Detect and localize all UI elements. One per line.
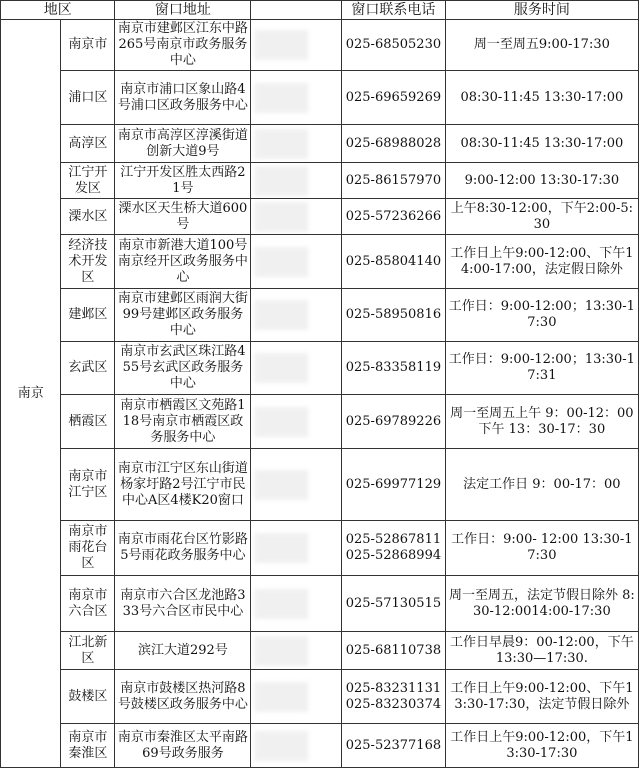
blurred-cell <box>251 20 342 71</box>
redacted-block <box>255 30 309 60</box>
redacted-block <box>255 129 309 159</box>
hours-cell: 工作日：9:00-12:00；13:30-17:30 <box>445 289 638 342</box>
redacted-block <box>255 470 309 500</box>
hours-cell: 08:30-11:45 13:30-17:00 <box>445 71 638 125</box>
address-cell: 溧水区天生桥大道600号 <box>115 199 251 235</box>
blurred-cell <box>251 342 342 395</box>
address-cell: 南京市秦淮区太平南路69号政务服务 <box>115 724 251 768</box>
district-cell: 溧水区 <box>61 199 115 235</box>
table-row <box>1 449 639 521</box>
blurred-cell <box>251 395 342 449</box>
table-header-row <box>1 1 639 20</box>
table-row <box>1 632 639 670</box>
header-phone: 窗口联系电话 <box>342 1 446 20</box>
hours-cell: 9:00-12:00 13:30-17:30 <box>445 163 638 199</box>
address-cell: 南京市浦口区象山路4号浦口区政务服务中心 <box>115 71 251 125</box>
blurred-cell <box>251 163 342 199</box>
blurred-cell <box>251 576 342 632</box>
blurred-cell <box>251 670 342 724</box>
table-row <box>1 724 639 768</box>
hours-cell: 工作日：9:00- 12:00 13:30-17:30 <box>445 521 638 576</box>
phone-cell: 025-68988028 <box>342 125 446 163</box>
phone-cell: 025-52867811 025-52868994 <box>342 521 446 576</box>
redacted-block <box>255 589 309 619</box>
redacted-block <box>255 166 309 196</box>
hours-cell: 周一至周五9:00-17:30 <box>445 20 638 71</box>
address-cell: 滨江大道292号 <box>115 632 251 670</box>
district-cell: 南京市江宁区 <box>61 449 115 521</box>
blurred-cell <box>251 289 342 342</box>
phone-cell: 025-86157970 <box>342 163 446 199</box>
hours-cell: 工作日上午9:00-12:00、下午13:30-17:30，法定节假日除外 <box>445 670 638 724</box>
phone-cell: 025-83231131 025-83230374 <box>342 670 446 724</box>
redacted-block <box>255 636 309 666</box>
address-cell: 南京市雨花台区竹影路5号雨花政务服务中心 <box>115 521 251 576</box>
district-cell: 江宁开发区 <box>61 163 115 199</box>
table-row <box>1 342 639 395</box>
table-row <box>1 20 639 71</box>
phone-cell: 025-83358119 <box>342 342 446 395</box>
redacted-block <box>255 247 309 277</box>
district-cell: 南京市六合区 <box>61 576 115 632</box>
blurred-cell <box>251 724 342 768</box>
blurred-cell <box>251 449 342 521</box>
address-cell: 南京市建邺区江东中路265号南京市政务服务中心 <box>115 20 251 71</box>
blurred-cell <box>251 521 342 576</box>
redacted-block <box>255 300 309 330</box>
district-cell: 浦口区 <box>61 71 115 125</box>
hours-cell: 工作日早晨9：00-12:00，下午13:30—17:30. <box>445 632 638 670</box>
phone-cell: 025-57236266 <box>342 199 446 235</box>
address-cell: 南京市玄武区珠江路455号玄武区政务服务中心 <box>115 342 251 395</box>
region-cell: 南京 <box>1 20 61 768</box>
table-row <box>1 235 639 289</box>
phone-cell: 025-52377168 <box>342 724 446 768</box>
district-cell: 玄武区 <box>61 342 115 395</box>
table-row <box>1 395 639 449</box>
hours-cell: 上午8:30-12:00，下午2:00-5:30 <box>445 199 638 235</box>
hours-cell: 周一至周五上午 9：00-12：00下午 13：30-17：30 <box>445 395 638 449</box>
phone-cell: 025-85804140 <box>342 235 446 289</box>
blurred-cell <box>251 71 342 125</box>
blurred-cell <box>251 632 342 670</box>
district-cell: 建邺区 <box>61 289 115 342</box>
table-row <box>1 289 639 342</box>
district-cell: 经济技术开发区 <box>61 235 115 289</box>
address-cell: 江宁开发区胜太西路21号 <box>115 163 251 199</box>
address-cell: 南京市新港大道100号南京经开区政务服务中心 <box>115 235 251 289</box>
phone-cell: 025-68505230 <box>342 20 446 71</box>
table-body <box>1 20 639 768</box>
blurred-cell <box>251 199 342 235</box>
phone-cell: 025-69659269 <box>342 71 446 125</box>
district-cell: 栖霞区 <box>61 395 115 449</box>
hours-cell: 工作日：9:00-12:00；13:30-17:31 <box>445 342 638 395</box>
hours-cell: 周一至周五，法定节假日除外 8:30-12:0014:00-17:30 <box>445 576 638 632</box>
redacted-block <box>255 682 309 712</box>
hours-cell: 08:30-11:45 13:30-17:00 <box>445 125 638 163</box>
redacted-block <box>255 533 309 563</box>
table-row <box>1 163 639 199</box>
redacted-block <box>255 407 309 437</box>
redacted-block <box>255 731 309 761</box>
table-row <box>1 125 639 163</box>
district-cell: 南京市 <box>61 20 115 71</box>
district-cell: 南京市秦淮区 <box>61 724 115 768</box>
phone-cell: 025-69977129 <box>342 449 446 521</box>
address-cell: 南京市鼓楼区热河路8号鼓楼区政务服务中心 <box>115 670 251 724</box>
address-cell: 南京市六合区龙池路333号六合区市民中心 <box>115 576 251 632</box>
district-cell: 鼓楼区 <box>61 670 115 724</box>
district-cell: 高淳区 <box>61 125 115 163</box>
header-address: 窗口地址 <box>115 1 251 20</box>
header-region: 地区 <box>1 1 115 20</box>
table-row <box>1 576 639 632</box>
address-cell: 南京市高淳区淳溪街道创新大道9号 <box>115 125 251 163</box>
redacted-block <box>255 83 309 113</box>
address-cell: 南京市建邺区雨润大街99号建邺区政务服务中心 <box>115 289 251 342</box>
phone-cell: 025-57130515 <box>342 576 446 632</box>
redacted-block <box>255 202 309 232</box>
table-row <box>1 71 639 125</box>
header-hours: 服务时间 <box>445 1 638 20</box>
hours-cell: 工作日上午9:00-12:00、下午14:00-17:00，法定假日除外 <box>445 235 638 289</box>
table-row <box>1 521 639 576</box>
hours-cell: 法定工作日 9：00-17：00 <box>445 449 638 521</box>
district-cell: 江北新区 <box>61 632 115 670</box>
redacted-block <box>255 353 309 383</box>
phone-cell: 025-69789226 <box>342 395 446 449</box>
header-blurred <box>251 1 342 20</box>
blurred-cell <box>251 125 342 163</box>
phone-cell: 025-68110738 <box>342 632 446 670</box>
table-row <box>1 199 639 235</box>
blurred-cell <box>251 235 342 289</box>
address-cell: 南京市江宁区东山街道杨家圩路2号江宁市民中心A区4楼K20窗口 <box>115 449 251 521</box>
table-row <box>1 670 639 724</box>
district-cell: 南京市雨花台区 <box>61 521 115 576</box>
address-cell: 南京市栖霞区文苑路118号南京市栖霞区政务服务中心 <box>115 395 251 449</box>
phone-cell: 025-58950816 <box>342 289 446 342</box>
hours-cell: 工作日上午9:00-12:00，下午13:30-17:30 <box>445 724 638 768</box>
